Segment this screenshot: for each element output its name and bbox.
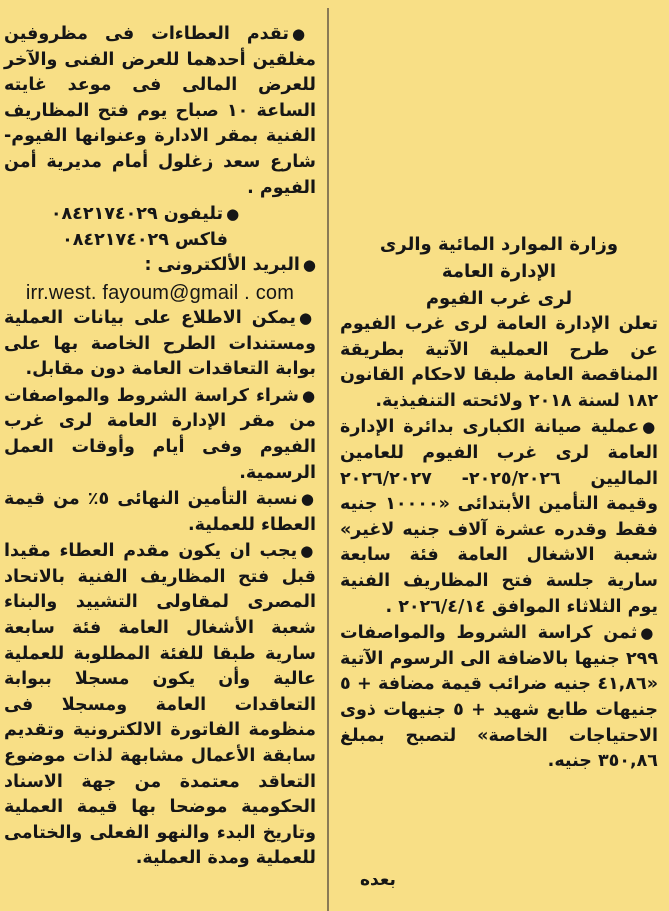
email-address: irr.west. fayoum@gmail . com (25, 281, 295, 304)
left-paragraph: ●نسبة التأمين النهائى ٥٪ من قيمة العطاء للعملية. (4, 489, 316, 535)
left-paragraph: ●تقدم العطاءات فى مظروفين مغلقين أحدهما للعرض الفنى والآخر للعرض المالى فى موعد غايته الساعة ١٠ صباح يوم فتح المظاريف الفنية بمقر الادارة وعنوانها الفيوم- شارع سعد زغلول أمام مديرية أمن الفيوم . (4, 24, 317, 198)
ministry-name: وزارة الموارد المائية والرى (379, 234, 619, 255)
left-paragraph: ●شراء كراسة الشروط والمواصفات من مقر الإدارة العامة لرى غرب الفيوم وفى أيام وأوقات العمل الرسمية. (4, 385, 316, 483)
fax-number: فاكس ٠٨٤٢١٧٤٠٢٩ (62, 229, 228, 250)
left-column (4, 22, 316, 873)
bullet-icon: ● (298, 308, 317, 327)
column-divider (327, 8, 329, 911)
ministry-header (340, 231, 658, 312)
email-label: ●البريد الألكترونى : (144, 255, 316, 276)
bullet-icon: ● (302, 256, 316, 275)
left-paragraph: ●يمكن الاطلاع على بيانات العملية ومستندات الطرح الخاصة بها على بوابة التعاقدات العامة دون مقابل. (4, 307, 317, 380)
right-paragraph: ●ثمن كراسة الشروط والمواصفات ٢٩٩ جنيها بالاضافة الى الرسوم الآتية «٤١,٨٦ جنيه ضرائب قيمة مضافة + ٥ جنيهات طابع شهيد + ٥ جنيهات ذوى الاحتياجات الخاصة» لتصبح بمبلغ ٣٥٠,٨٦ جنيه. (340, 623, 658, 772)
bullet-icon: ● (291, 25, 316, 43)
region-name: لرى غرب الفيوم (425, 288, 573, 309)
right-column (340, 231, 658, 776)
continued-label: بعده (360, 870, 396, 890)
bullet-icon: ● (302, 386, 316, 405)
bullet-icon: ● (300, 542, 317, 561)
phone-number: ●تليفون ٠٨٤٢١٧٤٠٢٩ (50, 204, 240, 225)
left-paragraph: ●يجب ان يكون مقدم العطاء مقيدا قبل فتح المظاريف الفنية بالاتحاد المصرى لمقاولى التشييد والبناء شعبة الأشغال العامة فئة سابعة سارية طبقا للفئة المطلوبة للعملية عالية وأن يكون مسجلا ببوابة التعاقدات العامة ومسجلا فى منظومة الفاتورة الالكترونية وتقديم سابقة الأعمال مشابهة لذات موضوع التعاقد معتمدة من جهة الاسناد الحكومية موضحا بها قيمة العملية وتاريخ البدء والنهو الفعلى والختامى للعملية ومدة العملية. (4, 541, 317, 869)
directorate-name: الإدارة العامة (441, 261, 557, 282)
bullet-icon: ● (642, 418, 658, 437)
bullet-icon: ● (300, 490, 316, 509)
right-paragraph: ●عملية صيانة الكبارى بدائرة الإدارة العامة لرى غرب الفيوم للعامين الماليين ٢٠٢٥/٢٠٢٦- ٢٠٢٦/٢٠٢٧ وقيمة التأمين الأبتدائى «١٠٠٠٠ جنيه فقط وقدره عشرة آلاف جنيه لاغير» شعبة الاشغال العامة فئة سابعة سارية جلسة فتح المظاريف الفنية يوم الثلاثاء الموافق ٢٠٢٦/٤/١٤ . (340, 417, 658, 617)
bullet-icon: ● (226, 205, 240, 224)
announcement-intro: تعلن الإدارة العامة لرى غرب الفيوم عن طرح العملية الآتية بطريقة المناقصة العامة طبقا لاحكام القانون ١٨٢ لسنة ٢٠١٨ ولائحته التنفيذية. (340, 314, 658, 411)
bullet-icon: ● (640, 624, 658, 643)
